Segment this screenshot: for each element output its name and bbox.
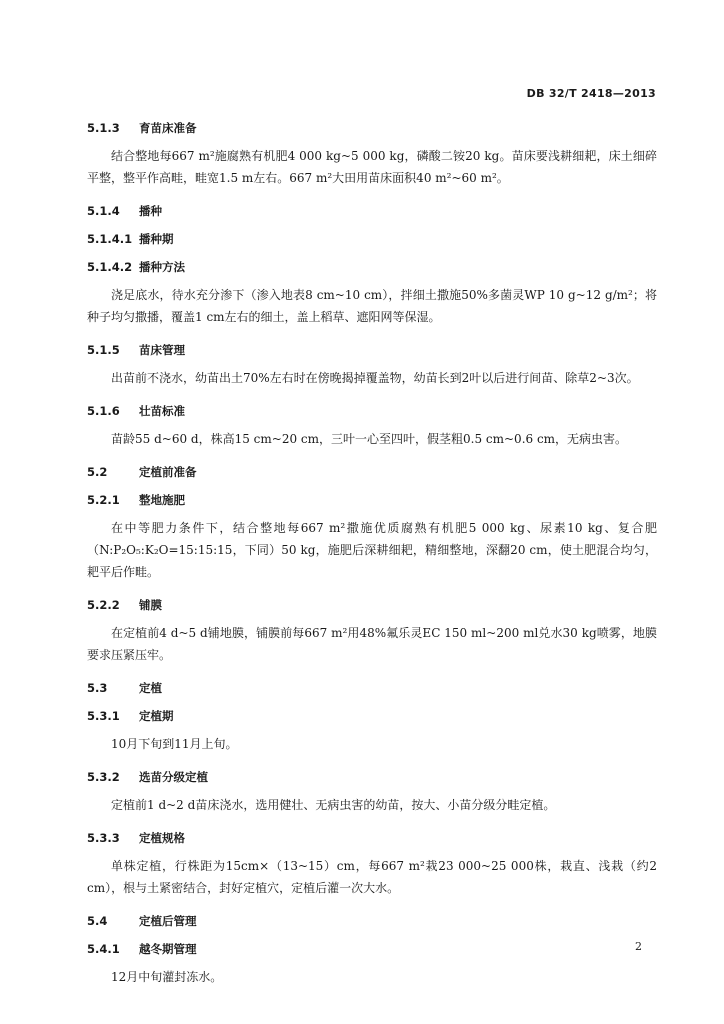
body-paragraph: 12月中旬灌封冻水。 <box>111 970 223 984</box>
section-heading <box>87 677 657 699</box>
body-paragraph: 10月下旬到11月上旬。 <box>111 737 238 751</box>
section-heading <box>87 400 657 422</box>
section-heading <box>87 489 657 511</box>
section-title: 定植期 <box>139 709 174 723</box>
section-title: 播种 <box>139 204 162 218</box>
body-paragraph: 浇足底水，待水充分渗下（渗入地表8 cm~10 cm），拌细土撒施50%多菌灵WP 10 g~12 g/m²；将种子均匀撒播，覆盖1 cm左右的细土，盖上稻草、遮阳网等保湿。 <box>87 288 657 324</box>
section-number: 5.2.1 <box>87 493 120 507</box>
body-paragraph: 单株定植，行株距为15cm×（13~15）cm，每667 m²栽23 000~25 000株，栽直、浅栽（约2 cm），根与土紧密结合，封好定植穴，定植后灌一次大水。 <box>87 859 657 895</box>
section-title: 苗床管理 <box>139 343 185 357</box>
body-paragraph: 定植前1 d~2 d苗床浇水，选用健壮、无病虫害的幼苗，按大、小苗分级分畦定植。 <box>111 798 556 812</box>
page-number: 2 <box>635 940 642 953</box>
body-paragraph: 结合整地每667 m²施腐熟有机肥4 000 kg~5 000 kg，磷酸二铵20 kg。苗床要浅耕细耙，床土细碎平整，整平作高畦，畦宽1.5 m左右。667 m²大田用苗床面积40 m²~60 m²。 <box>87 149 657 185</box>
body-paragraph: 苗龄55 d~60 d，株高15 cm~20 cm，三叶一心至四叶，假茎粗0.5 cm~0.6 cm，无病虫害。 <box>111 432 628 446</box>
section-number: 5.1.4.2 <box>87 260 133 274</box>
section-heading <box>87 594 657 616</box>
body-paragraph: 在中等肥力条件下，结合整地每667 m²撒施优质腐熟有机肥5 000 kg、尿素10 kg、复合肥（N:P₂O₅:K₂O=15:15:15，下同）50 kg，施肥后深耕细耙，精细整地，深翻20 cm，使土肥混合均匀，耙平后作畦。 <box>87 521 657 579</box>
section-title: 育苗床准备 <box>139 121 197 135</box>
section-number: 5.2 <box>87 465 108 479</box>
section-number: 5.1.4 <box>87 204 120 218</box>
section-heading <box>87 117 657 139</box>
section-number: 5.3.1 <box>87 709 120 723</box>
document-body <box>87 117 657 999</box>
section-heading <box>87 256 657 278</box>
section-heading <box>87 461 657 483</box>
section-title: 越冬期管理 <box>139 942 197 956</box>
section-title: 壮苗标准 <box>139 404 185 418</box>
section-number: 5.3 <box>87 681 108 695</box>
section-title: 定植规格 <box>139 831 185 845</box>
section-number: 5.1.3 <box>87 121 120 135</box>
section-title: 定植后管理 <box>139 914 197 928</box>
section-heading <box>87 228 657 250</box>
section-title: 整地施肥 <box>139 493 185 507</box>
section-number: 5.4 <box>87 914 108 928</box>
section-title: 定植前准备 <box>139 465 197 479</box>
section-number: 5.1.6 <box>87 404 120 418</box>
section-number: 5.2.2 <box>87 598 120 612</box>
section-number: 5.1.5 <box>87 343 120 357</box>
section-number: 5.3.2 <box>87 770 120 784</box>
section-title: 定植 <box>139 681 162 695</box>
section-title: 播种方法 <box>139 260 185 274</box>
standard-code: DB 32/T 2418—2013 <box>526 87 656 100</box>
section-number: 5.1.4.1 <box>87 232 133 246</box>
section-title: 播种期 <box>139 232 174 246</box>
section-title: 铺膜 <box>139 598 162 612</box>
body-paragraph: 在定植前4 d~5 d铺地膜，铺膜前每667 m²用48%氟乐灵EC 150 ml~200 ml兑水30 kg喷雾，地膜要求压紧压牢。 <box>87 626 657 662</box>
body-paragraph: 出苗前不浇水，幼苗出土70%左右时在傍晚揭掉覆盖物，幼苗长到2叶以后进行间苗、除草2~3次。 <box>111 371 639 385</box>
section-number: 5.3.3 <box>87 831 120 845</box>
section-heading <box>87 705 657 727</box>
section-heading <box>87 938 657 960</box>
section-number: 5.4.1 <box>87 942 120 956</box>
section-heading <box>87 200 657 222</box>
section-heading <box>87 339 657 361</box>
section-title: 选苗分级定植 <box>139 770 208 784</box>
section-heading <box>87 827 657 849</box>
section-heading <box>87 910 657 932</box>
section-heading <box>87 766 657 788</box>
